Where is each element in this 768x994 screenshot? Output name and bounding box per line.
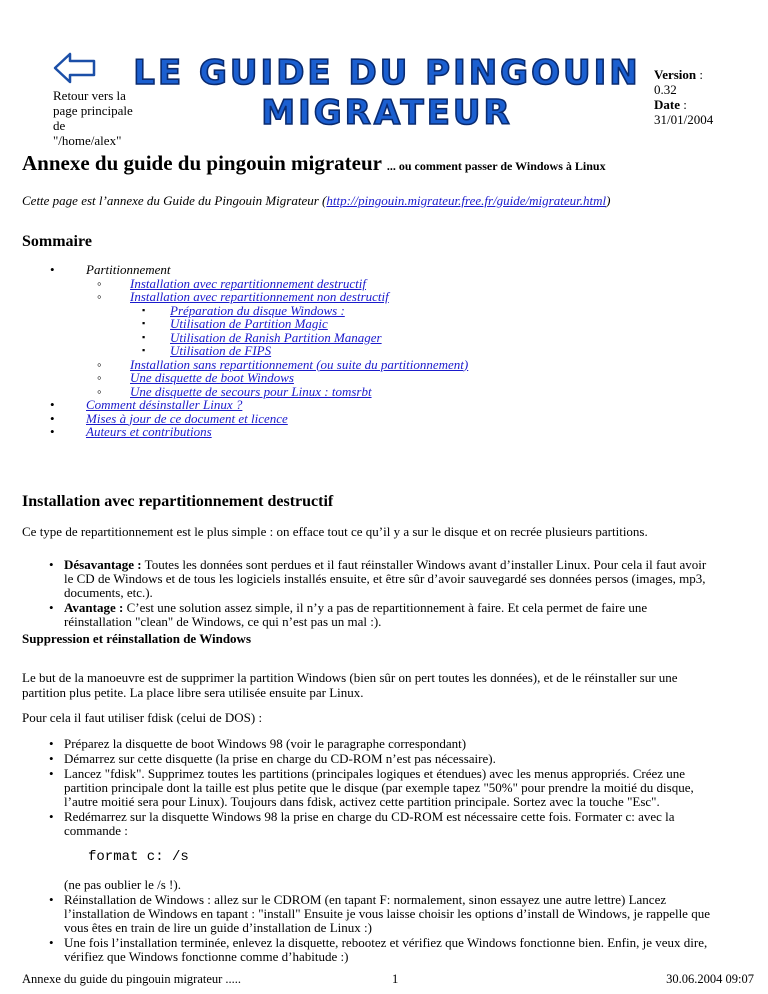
toc-item-label: Utilisation de Partition Magic	[170, 316, 328, 331]
pros-cons-list	[64, 558, 714, 630]
toc-item-label: Installation sans repartitionnement (ou suite du partitionnement)	[130, 356, 469, 372]
date-value: 31/01/2004	[654, 112, 714, 127]
footer-title: Annexe du guide du pingouin migrateur .....	[22, 972, 242, 986]
toc-item-label: Comment désinstaller Linux ?	[86, 397, 243, 412]
list-item: • Avantage : C’est une solution assez simple, il n’y a pas de repartitionnement à faire. Et cela permet de faire une réinstallation "clean" de Windows, ce qui n’est pas un mal :).	[64, 601, 714, 629]
version-info: Version : 0.32 Date : 31/01/2004	[654, 67, 714, 127]
toc-item[interactable]	[22, 358, 468, 372]
banner-line-1: LE GUIDE DU PINGOUIN	[133, 53, 641, 93]
toc-item-label: Partitionnement	[86, 262, 171, 277]
toc-list	[22, 263, 468, 439]
bullet-icon: ▪	[142, 304, 146, 315]
bullet-icon: •	[50, 397, 55, 412]
version-value: 0.32	[654, 82, 677, 97]
toc-item-label: Préparation du disque Windows :	[170, 302, 345, 318]
date-label: Date	[654, 97, 680, 112]
toc-item[interactable]	[22, 412, 468, 426]
list-item: • Une fois l’installation terminée, enlevez la disquette, rebootez et vérifiez que Windows fonctionne bien. Enfin, je veux dire, vérifiez que Windows fonctionne comme d’habitude :)	[64, 936, 714, 964]
guide-url-link[interactable]: http://pingouin.migrateur.free.fr/guide/migrateur.html	[326, 193, 607, 208]
bullet-icon: ◦	[97, 275, 102, 291]
version-label: Version	[654, 67, 697, 82]
paragraph: Le but de la manoeuvre est de supprimer la partition Windows (bien sûr on pert toutes les données), et de le réinstaller sur une partition plus petite. La place libre sera utilisée ensuite par Linux.	[22, 670, 678, 700]
toc-item[interactable]	[22, 385, 468, 399]
code-note: (ne pas oublier le /s !).	[64, 877, 181, 892]
toc-item[interactable]	[22, 317, 468, 331]
toc-heading: Sommaire	[22, 233, 92, 250]
bullet-icon: ◦	[97, 356, 102, 372]
bullet-icon: ◦	[97, 370, 102, 385]
page-footer	[22, 972, 754, 986]
toc-item-label: Installation avec repartitionnement destructif	[130, 275, 367, 291]
toc-item[interactable]	[22, 277, 468, 291]
paragraph: Pour cela il faut utiliser fdisk (celui de DOS) :	[22, 710, 263, 725]
toc-item-label: Utilisation de Ranish Partition Manager	[170, 329, 382, 345]
toc-item[interactable]	[22, 371, 468, 385]
toc-item[interactable]	[22, 304, 468, 318]
steps-list	[64, 737, 714, 965]
footer-date: 30.06.2004 09:07	[666, 972, 754, 986]
bullet-icon: •	[50, 424, 55, 439]
guide-banner-logo	[132, 52, 642, 134]
toc-item	[22, 263, 468, 277]
back-arrow-icon[interactable]	[52, 50, 98, 86]
bullet-icon: ▪	[142, 318, 146, 328]
bullet-icon: ◦	[97, 289, 102, 304]
banner-line-2: MIGRATEUR	[261, 93, 513, 133]
list-item: • Démarrez sur cette disquette (la prise en charge du CD-ROM n’est pas nécessaire).	[64, 752, 714, 766]
list-item: • Réinstallation de Windows : allez sur le CDROM (en tapant F: normalement, sinon essayez une autre lettre) Lancez l’installation de Windows en tapant : "install" Ensuite je vous laisse choisir les options d’install de Windows, je rappelle que vous êtes en train de lire un guide d’installation de Linux :)	[64, 893, 714, 935]
page-number: 1	[392, 972, 399, 986]
toc-item-label: Installation avec repartitionnement non destructif	[130, 289, 389, 304]
list-item: • Préparez la disquette de boot Windows 98 (voir le paragraphe correspondant)	[64, 737, 714, 751]
page-title: Annexe du guide du pingouin migrateur ... ou comment passer de Windows à Linux	[22, 151, 606, 175]
bullet-icon: ▪	[142, 345, 146, 355]
bullet-icon: •	[50, 262, 55, 277]
toc-item-label: Mises à jour de ce document et licence	[86, 410, 288, 426]
bullet-icon: •	[50, 410, 55, 426]
toc-item-label: Une disquette de secours pour Linux : tomsrbt	[130, 383, 372, 399]
back-link[interactable]: Retour vers la page principale de "/home/alex"	[53, 88, 133, 148]
toc-item[interactable]	[22, 290, 468, 304]
list-item: • Redémarrez sur la disquette Windows 98 la prise en charge du CD-ROM est nécessaire cette fois. Formater c: avec la commande : format c: /s (ne pas oublier le /s !).	[64, 810, 714, 892]
bullet-icon: ◦	[97, 383, 102, 399]
bullet-icon: ▪	[142, 331, 146, 342]
toc-item-label: Utilisation de FIPS	[170, 343, 272, 358]
toc-item[interactable]	[22, 344, 468, 358]
list-item: • Lancez "fdisk". Supprimez toutes les partitions (principales logiques et étendues) avec les menus appropriés. Créez une partition principale dont la taille est plus petite que le disque (par exemple tapez "50%" pour prendre la moitié du disque, l’autre moitié sera pour Linux). Toujours dans fdisk, activez cette partition principale. Sortez avec la touche "Esc".	[64, 767, 714, 809]
toc-item[interactable]	[22, 398, 468, 412]
toc-item[interactable]	[22, 331, 468, 345]
code-command: format c: /s	[88, 849, 189, 865]
page-subtitle: ... ou comment passer de Windows à Linux	[386, 159, 606, 173]
list-item: • Désavantage : Toutes les données sont perdues et il faut réinstaller Windows avant d’installer Linux. Pour cela il faut avoir le CD de Windows et de tous les logiciels installés ensuite, et être sûr d’avoir sauvegardé ses données persos (images, mp3, documents, etc.).	[64, 558, 714, 600]
toc-item-label: Une disquette de boot Windows	[130, 370, 294, 385]
toc-item-label: Auteurs et contributions	[86, 424, 212, 439]
section-intro: Ce type de repartitionnement est le plus simple : on efface tout ce qu’il y a sur le disque et on recrée plusieurs partitions.	[22, 524, 648, 539]
intro-text: Cette page est l’annexe du Guide du Pingouin Migrateur (http://pingouin.migrateur.free.fr/guide/migrateur.html)	[22, 193, 611, 208]
subsection-heading: Suppression et réinstallation de Windows	[22, 631, 251, 646]
toc-item[interactable]	[22, 425, 468, 439]
section-heading: Installation avec repartitionnement destructif	[22, 493, 334, 510]
